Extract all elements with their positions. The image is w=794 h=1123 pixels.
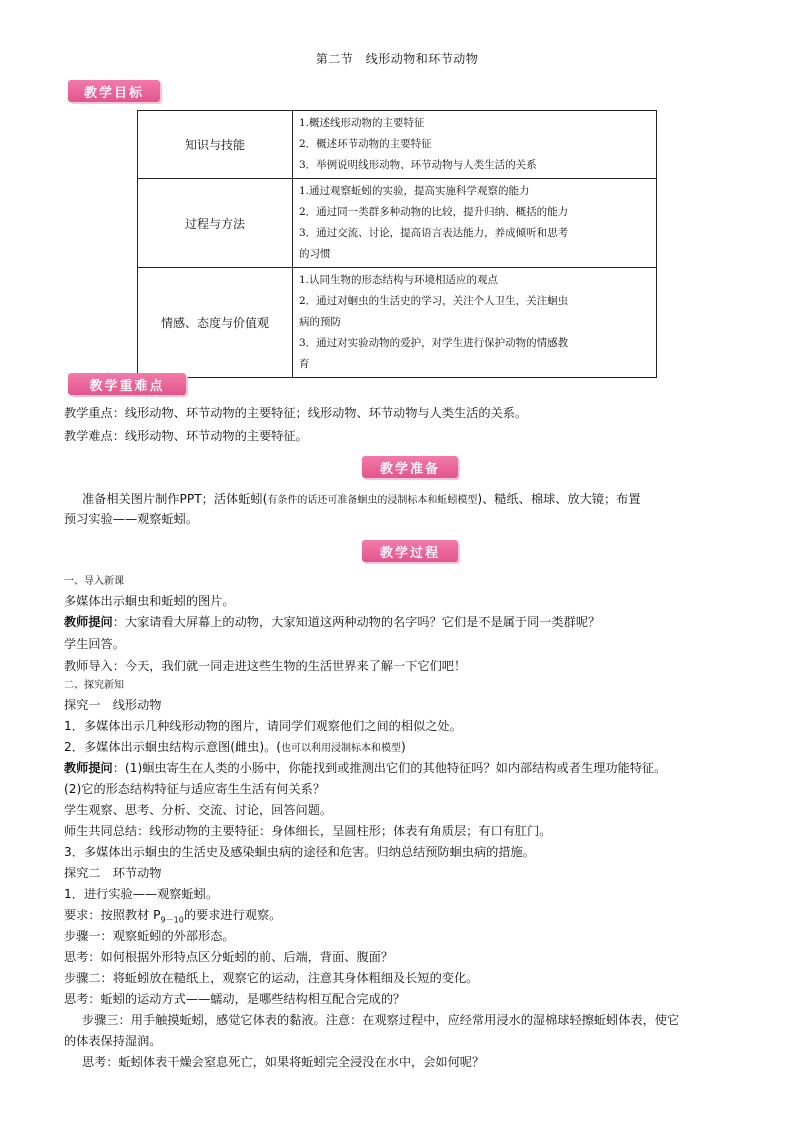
category-cell: 过程与方法 [138, 179, 293, 268]
objectives-table [137, 110, 657, 378]
text-line: 思考：蚯蚓的运动方式——蠕动，是哪些结构相互配合完成的？ [64, 992, 406, 1006]
items-cell [293, 111, 657, 179]
text-content: ：大家请看大屏幕上的动物，大家知道这两种动物的名字吗？它们是不是属于同一类群呢？ [112, 615, 601, 629]
text-line: 多媒体出示蛔虫和蚯蚓的图片。 [64, 594, 235, 608]
text-line: 步骤二：将蚯蚓放在糙纸上，观察它的运动，注意其身体粗细及长短的变化。 [64, 971, 479, 985]
category-cell: 情感、态度与价值观 [138, 268, 293, 378]
category-cell: 知识与技能 [138, 111, 293, 179]
list-item: 3．通过对实验动物的爱护，对学生进行保护动物的情感教 [299, 337, 569, 349]
difficulty-text: 教学难点：线形动物、环节动物的主要特征。 [64, 429, 308, 443]
table-row [138, 111, 657, 179]
section-badge-preparation: 教学准备 [362, 456, 458, 478]
teacher-ask-label: 教师提问 [64, 761, 113, 775]
text-line: 思考：如何根据外形特点区分蚯蚓的前、后端，背面、腹面？ [64, 950, 394, 964]
text-line: 的体表保持湿润。 [64, 1034, 162, 1048]
text-line [64, 760, 666, 776]
text-line: 学生回答。 [64, 637, 125, 651]
text-line [64, 907, 281, 928]
heading-intro: 一、导入新课 [64, 576, 124, 587]
page-range: 9－10 [160, 915, 184, 925]
items-cell [293, 268, 657, 378]
items-cell [293, 179, 657, 268]
text-line: 步骤三：用手触摸蚯蚓，感觉它体表的黏液。注意：在观察过程中，应经常用浸水的湿棉球轻擦蚯蚓体表，使它 [82, 1013, 680, 1027]
text-line: 学生观察、思考、分析、交流、讨论，回答问题。 [64, 803, 333, 817]
section-badge-process: 教学过程 [362, 540, 458, 562]
text-line: 教师导入：今天，我们就一同走进这些生物的生活世界来了解一下它们吧！ [64, 659, 467, 673]
text-line [64, 614, 600, 630]
text-content: 2．多媒体出示蛔虫结构示意图(雌虫)。( [64, 740, 282, 754]
list-item: 1.概述线形动物的主要特征 [299, 117, 425, 129]
text-content: 要求：按照教材 P [64, 908, 161, 922]
table-row [138, 179, 657, 268]
page-title: 第二节 线形动物和环节动物 [315, 52, 479, 66]
emphasis-text: 教学重点：线形动物、环节动物的主要特征；线形动物、环节动物与人类生活的关系。 [64, 406, 528, 420]
list-item: 病的预防 [299, 316, 341, 328]
preparation-note: 有条件的话还可准备蛔虫的浸制标本和蚯蚓模型 [267, 495, 478, 506]
list-item: 育 [299, 358, 310, 370]
list-item: 的习惯 [299, 248, 331, 260]
preparation-text: )、糙纸、棉球、放大镜；布置 [477, 492, 641, 506]
list-item: 3．通过交流、讨论，提高语言表达能力，养成倾听和思考 [299, 227, 569, 239]
list-item: 2．通过对蛔虫的生活史的学习，关注个人卫生，关注蛔虫 [299, 295, 569, 307]
text-line: (2)它的形态结构特征与适应寄生生活有何关系？ [64, 782, 326, 796]
preparation-line-1 [82, 491, 641, 509]
text-line [64, 739, 406, 757]
section-badge-objectives: 教学目标 [68, 80, 160, 102]
text-line: 步骤一：观察蚯蚓的外部形态。 [64, 929, 235, 943]
list-item: 1.通过观察蚯蚓的实验，提高实施科学观察的能力 [299, 185, 530, 197]
text-content: 的要求进行观察。 [183, 908, 282, 922]
text-content: ：(1)蛔虫寄生在人类的小肠中，你能找到或推测出它们的其他特征吗？如内部结构或者生理功能特征。 [112, 761, 667, 775]
text-line: 师生共同总结：线形动物的主要特征：身体细长，呈圆柱形；体表有角质层；有口有肛门。 [64, 824, 552, 838]
text-line: 1．进行实验——观察蚯蚓。 [64, 887, 219, 901]
text-line: 探究一 线形动物 [64, 698, 162, 712]
list-item: 1.认同生物的形态结构与环境相适应的观点 [299, 274, 499, 286]
list-item: 3．举例说明线形动物、环节动物与人类生活的关系 [299, 159, 537, 171]
preparation-line-2: 预习实验——观察蚯蚓。 [64, 512, 199, 526]
table-row [138, 268, 657, 378]
text-note: 也可以利用浸制标本和模型 [281, 743, 402, 754]
text-line: 思考：蚯蚓体表干燥会窒息死亡，如果将蚯蚓完全浸没在水中，会如何呢？ [82, 1055, 485, 1069]
section-badge-key-points: 教学重难点 [68, 373, 186, 395]
preparation-text: 准备相关图片制作PPT；活体蚯蚓( [82, 492, 268, 506]
list-item: 2．概述环节动物的主要特征 [299, 138, 432, 150]
text-line: 1．多媒体出示几种线形动物的图片，请同学们观察他们之间的相似之处。 [64, 719, 462, 733]
list-item: 2．通过同一类群多种动物的比较，提升归纳、概括的能力 [299, 206, 569, 218]
teacher-ask-label: 教师提问 [64, 615, 113, 629]
text-line: 探究二 环节动物 [64, 866, 162, 880]
text-content: ) [401, 740, 406, 754]
heading-explore: 二、探究新知 [64, 680, 124, 691]
text-line: 3．多媒体出示蛔虫的生活史及感染蛔虫病的途径和危害。归纳总结预防蛔虫病的措施。 [64, 845, 535, 859]
